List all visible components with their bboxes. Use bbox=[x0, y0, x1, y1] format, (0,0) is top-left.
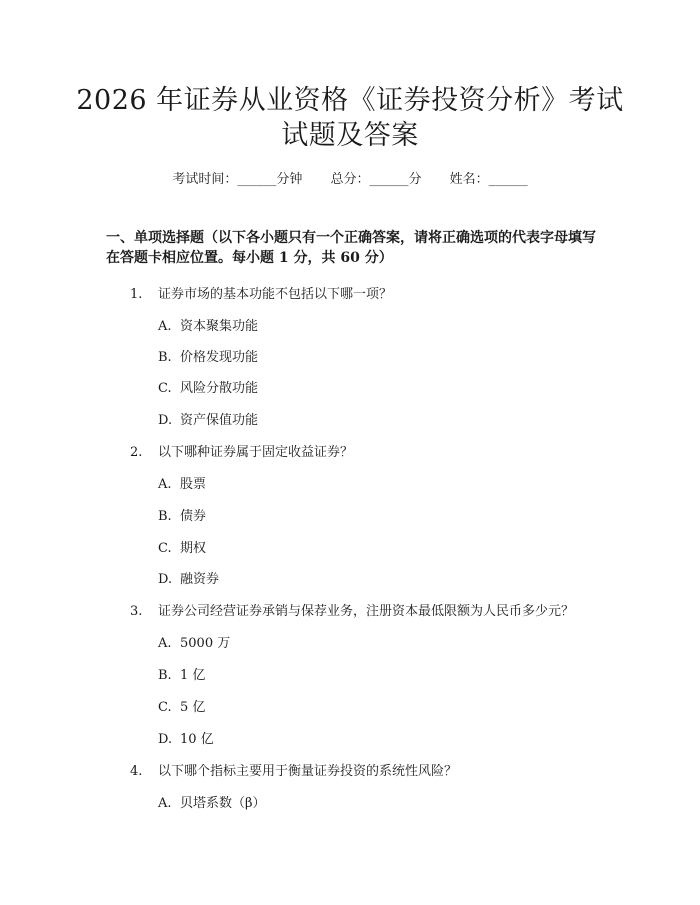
exam-info bbox=[0, 168, 700, 187]
option bbox=[158, 568, 219, 587]
option bbox=[158, 792, 266, 811]
question-text: 证券市场的基本功能不包括以下哪一项？ bbox=[158, 287, 393, 302]
question-text: 以下哪个指标主要用于衡量证券投资的系统性风险？ bbox=[158, 764, 458, 779]
option-letter: D. bbox=[158, 413, 173, 428]
question-number: 4. bbox=[130, 764, 143, 779]
option bbox=[158, 505, 206, 524]
option-text: 价格发现功能 bbox=[180, 350, 259, 365]
option-text: 股票 bbox=[180, 477, 207, 492]
option-letter: A. bbox=[158, 319, 172, 334]
option-text: 资本聚集功能 bbox=[180, 319, 259, 334]
name-field: 姓名：______ bbox=[449, 172, 528, 187]
option bbox=[158, 346, 258, 365]
question bbox=[130, 760, 457, 779]
option-letter: C. bbox=[158, 700, 172, 715]
option bbox=[158, 409, 258, 428]
option-text: 贝塔系数（β） bbox=[180, 796, 266, 811]
option-letter: B. bbox=[158, 668, 172, 683]
question-number: 2. bbox=[130, 445, 143, 460]
option-letter: A. bbox=[158, 636, 172, 651]
option-text: 资产保值功能 bbox=[180, 413, 259, 428]
question-number: 1. bbox=[130, 287, 143, 302]
option-text: 风险分散功能 bbox=[180, 381, 259, 396]
option-letter: B. bbox=[158, 350, 172, 365]
option bbox=[158, 728, 214, 747]
option-text: 1 亿 bbox=[180, 668, 206, 683]
option-letter: D. bbox=[158, 732, 173, 747]
option bbox=[158, 664, 205, 683]
option-letter: D. bbox=[158, 572, 173, 587]
option-text: 5 亿 bbox=[180, 700, 206, 715]
option-letter: C. bbox=[158, 381, 172, 396]
option bbox=[158, 537, 206, 556]
document-title-line-1: 2026 年证券从业资格《证券投资分析》考试 bbox=[76, 85, 624, 116]
option bbox=[158, 632, 230, 651]
option-letter: A. bbox=[158, 796, 172, 811]
question bbox=[130, 441, 353, 460]
option-letter: A. bbox=[158, 477, 172, 492]
document-title-line-2: 试题及答案 bbox=[281, 120, 419, 151]
total-score-field: 总分：______分 bbox=[330, 172, 422, 187]
option-text: 债券 bbox=[180, 509, 207, 524]
option bbox=[158, 377, 258, 396]
question bbox=[130, 600, 574, 619]
option-text: 融资券 bbox=[180, 572, 220, 587]
option bbox=[158, 315, 258, 334]
option-text: 10 亿 bbox=[180, 732, 214, 747]
option bbox=[158, 473, 206, 492]
question bbox=[130, 283, 392, 302]
option-letter: B. bbox=[158, 509, 172, 524]
option-text: 期权 bbox=[180, 541, 207, 556]
section-heading-line-1: 一、单项选择题（以下各小题只有一个正确答案，请将正确选项的代表字母填写 bbox=[106, 230, 596, 246]
option bbox=[158, 696, 205, 715]
section-heading-line-2: 在答题卡相应位置。每小题 1 分，共 60 分） bbox=[106, 250, 393, 266]
option-letter: C. bbox=[158, 541, 172, 556]
question-text: 以下哪种证券属于固定收益证券？ bbox=[158, 445, 354, 460]
option-text: 5000 万 bbox=[180, 636, 231, 651]
question-number: 3. bbox=[130, 604, 143, 619]
exam-time-field: 考试时间：______分钟 bbox=[172, 172, 303, 187]
question-text: 证券公司经营证券承销与保荐业务，注册资本最低限额为人民币多少元？ bbox=[158, 604, 575, 619]
